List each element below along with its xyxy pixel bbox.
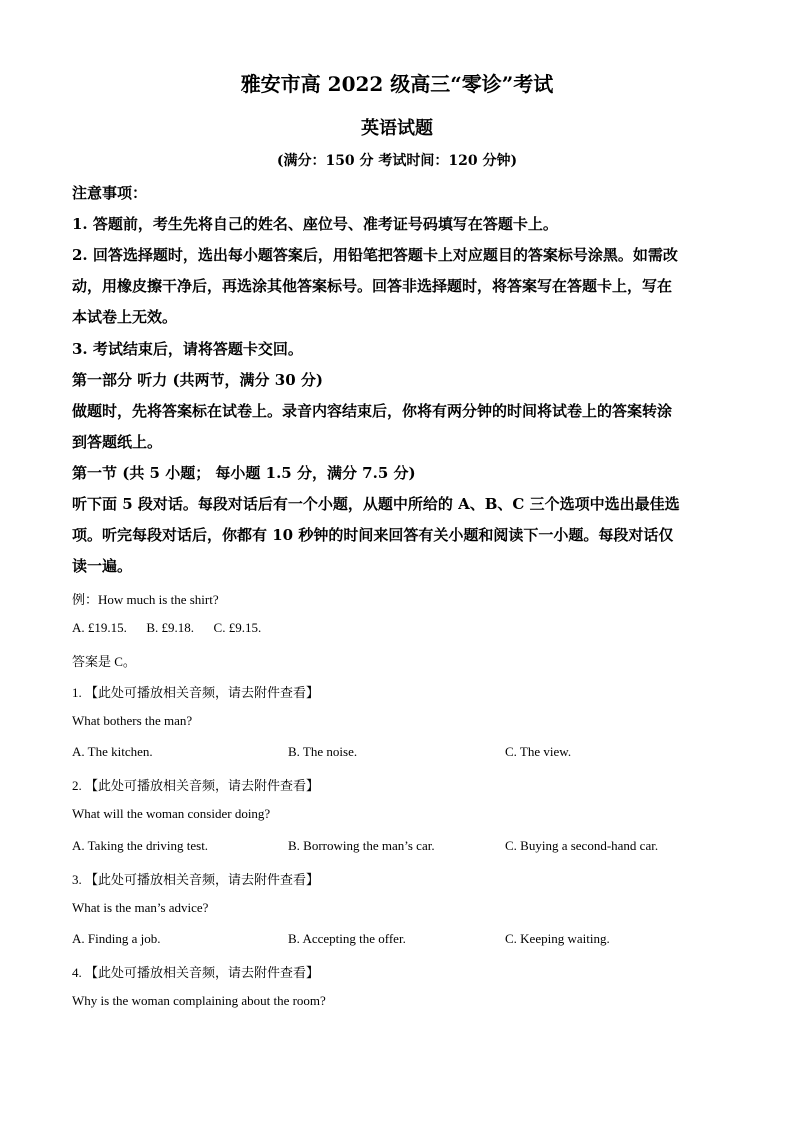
question-2-option-a: A. Taking the driving test. xyxy=(72,838,209,853)
question-3-option-b: B. Accepting the offer. xyxy=(288,931,406,946)
notice-item-1: 1. 答题前，考生先将自己的姓名、座位号、准考证号码填写在答题卡上。 xyxy=(72,215,558,233)
section1-instructions-line-3: 读一遍。 xyxy=(72,557,133,575)
question-2-option-b: B. Borrowing the man’s car. xyxy=(288,838,435,853)
exam-subtitle: 英语试题 xyxy=(361,118,433,139)
part1-intro-line-2: 到答题纸上。 xyxy=(72,433,163,451)
question-1-option-c: C. The view. xyxy=(505,744,572,759)
exam-title: 雅安市高 2022 级高三“零诊”考试 xyxy=(240,72,554,96)
question-1-text: What bothers the man? xyxy=(72,713,193,728)
notice-item-3: 3. 考试结束后，请将答题卡交回。 xyxy=(72,340,303,358)
question-2-label: 2. 【此处可播放相关音频，请去附件查看】 xyxy=(72,778,320,793)
example-question: 例：How much is the shirt? xyxy=(72,592,219,607)
section1-heading: 第一节 (共 5 小题； 每小题 1.5 分，满分 7.5 分) xyxy=(72,464,416,482)
question-3-option-a: A. Finding a job. xyxy=(72,931,161,946)
question-4-label: 4. 【此处可播放相关音频，请去附件查看】 xyxy=(72,965,320,980)
question-4-text: Why is the woman complaining about the room? xyxy=(72,993,326,1008)
example-options: A. £19.15. B. £9.18. C. £9.15. xyxy=(72,620,262,635)
question-2-option-c: C. Buying a second-hand car. xyxy=(505,838,659,853)
section1-instructions-line-2: 项。听完每段对话后，你都有 10 秒钟的时间来回答有关小题和阅读下一小题。每段对话仅 xyxy=(72,526,674,544)
section1-instructions-line-1: 听下面 5 段对话。每段对话后有一个小题，从题中所给的 A、B、C 三个选项中选出最佳选 xyxy=(72,495,680,513)
notice-item-2-line-1: 2. 回答选择题时，选出每小题答案后，用铅笔把答题卡上对应题目的答案标号涂黑。如需改 xyxy=(72,246,678,264)
question-1-option-a: A. The kitchen. xyxy=(72,744,153,759)
part1-intro-line-1: 做题时，先将答案标在试卷上。录音内容结束后，你将有两分钟的时间将试卷上的答案转涂 xyxy=(72,402,673,420)
example-answer: 答案是 C。 xyxy=(72,654,136,669)
question-1-label: 1. 【此处可播放相关音频，请去附件查看】 xyxy=(72,685,320,700)
notice-heading: 注意事项： xyxy=(72,184,148,202)
question-2-text: What will the woman consider doing? xyxy=(72,806,271,821)
notice-item-2-line-2: 动，用橡皮擦干净后，再选涂其他答案标号。回答非选择题时，将答案写在答题卡上，写在 xyxy=(72,277,673,295)
exam-meta: (满分：150 分 考试时间：120 分钟) xyxy=(276,153,518,169)
question-3-text: What is the man’s advice? xyxy=(72,900,209,915)
question-1-option-b: B. The noise. xyxy=(288,744,358,759)
part1-heading: 第一部分 听力 (共两节，满分 30 分) xyxy=(72,371,323,389)
question-3-option-c: C. Keeping waiting. xyxy=(505,931,610,946)
notice-item-2-line-3: 本试卷上无效。 xyxy=(72,308,178,326)
question-3-label: 3. 【此处可播放相关音频，请去附件查看】 xyxy=(72,872,320,887)
